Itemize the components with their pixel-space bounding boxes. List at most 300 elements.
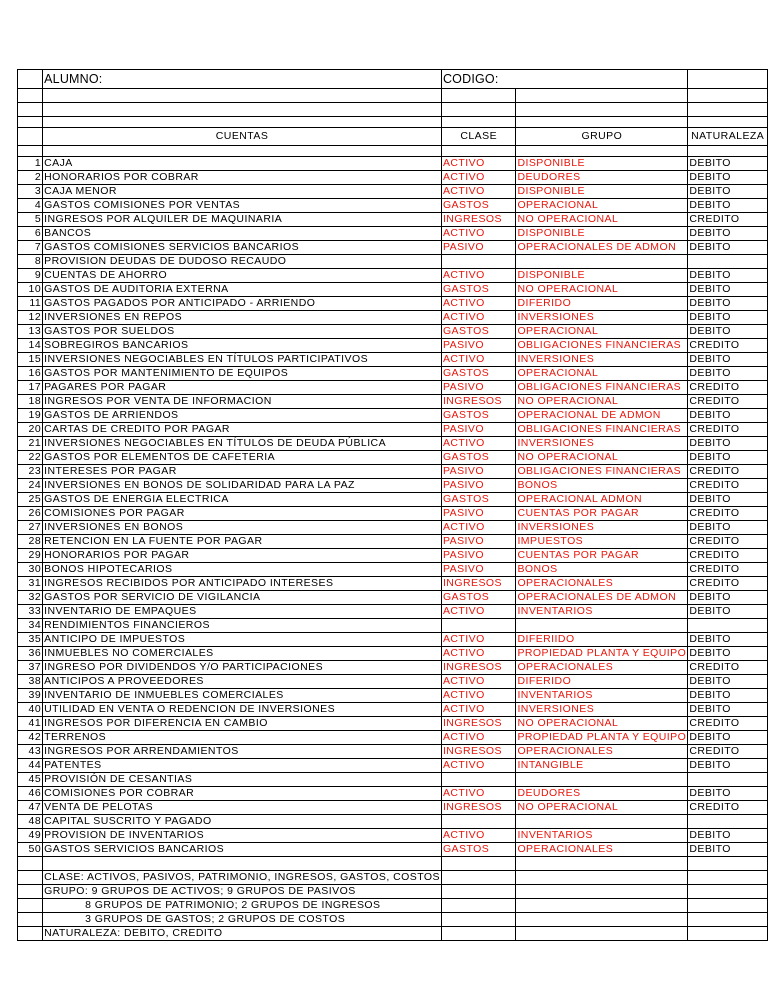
row-number[interactable]: 23 bbox=[18, 465, 43, 479]
clase-cell[interactable]: ACTIVO bbox=[441, 633, 516, 647]
row-number[interactable]: 34 bbox=[18, 619, 43, 633]
row-number[interactable]: 18 bbox=[18, 395, 43, 409]
naturaleza-cell[interactable]: DEBITO bbox=[688, 353, 768, 367]
cuenta-cell[interactable]: GASTOS DE ARRIENDOS bbox=[43, 409, 442, 423]
grupo-cell[interactable]: INVENTARIOS bbox=[516, 689, 688, 703]
cuenta-cell[interactable]: TERRENOS bbox=[43, 731, 442, 745]
naturaleza-cell[interactable]: CREDITO bbox=[688, 717, 768, 731]
cuenta-cell[interactable]: CUENTAS DE AHORRO bbox=[43, 269, 442, 283]
cuenta-cell[interactable]: RENDIMIENTOS FINANCIEROS bbox=[43, 619, 442, 633]
naturaleza-cell[interactable]: DEBITO bbox=[688, 157, 768, 171]
grupo-cell[interactable]: INVENTARIOS bbox=[516, 605, 688, 619]
clase-cell[interactable]: ACTIVO bbox=[441, 437, 516, 451]
naturaleza-cell[interactable]: DEBITO bbox=[688, 241, 768, 255]
clase-cell[interactable]: INGRESOS bbox=[441, 395, 516, 409]
naturaleza-cell[interactable]: DEBITO bbox=[688, 325, 768, 339]
grupo-cell[interactable] bbox=[516, 255, 688, 269]
clase-cell[interactable]: ACTIVO bbox=[441, 787, 516, 801]
naturaleza-cell[interactable]: DEBITO bbox=[688, 647, 768, 661]
row-number[interactable]: 35 bbox=[18, 633, 43, 647]
grupo-cell[interactable]: DISPONIBLE bbox=[516, 227, 688, 241]
cuenta-cell[interactable]: COMISIONES POR COBRAR bbox=[43, 787, 442, 801]
clase-cell[interactable]: ACTIVO bbox=[441, 703, 516, 717]
row-number[interactable]: 30 bbox=[18, 563, 43, 577]
cuenta-cell[interactable]: GASTOS COMISIONES SERVICIOS BANCARIOS bbox=[43, 241, 442, 255]
row-number[interactable]: 36 bbox=[18, 647, 43, 661]
clase-cell[interactable]: ACTIVO bbox=[441, 521, 516, 535]
naturaleza-cell[interactable]: DEBITO bbox=[688, 759, 768, 773]
row-number[interactable]: 48 bbox=[18, 815, 43, 829]
grupo-cell[interactable]: PROPIEDAD PLANTA Y EQUIPO bbox=[517, 647, 687, 659]
clase-cell[interactable]: ACTIVO bbox=[441, 185, 516, 199]
row-number[interactable]: 1 bbox=[18, 157, 43, 171]
cell[interactable] bbox=[688, 117, 768, 128]
cell[interactable] bbox=[516, 871, 688, 885]
row-number[interactable]: 47 bbox=[18, 801, 43, 815]
row-number[interactable]: 6 bbox=[18, 227, 43, 241]
codigo-value-cell[interactable] bbox=[688, 70, 768, 89]
cell[interactable] bbox=[18, 927, 43, 941]
cell[interactable] bbox=[688, 146, 768, 157]
cell[interactable] bbox=[516, 899, 688, 913]
row-number[interactable]: 45 bbox=[18, 773, 43, 787]
row-number[interactable]: 16 bbox=[18, 367, 43, 381]
row-number[interactable]: 32 bbox=[18, 591, 43, 605]
grupo-cell[interactable]: OPERACIONAL bbox=[516, 367, 688, 381]
grupo-cell[interactable]: OPERACIONALES DE ADMON bbox=[516, 591, 688, 605]
cell[interactable] bbox=[43, 146, 442, 157]
cell[interactable] bbox=[516, 89, 688, 103]
cuenta-cell[interactable]: INGRESOS POR DIFERENCIA EN CAMBIO bbox=[43, 717, 442, 731]
row-number[interactable]: 5 bbox=[18, 213, 43, 227]
naturaleza-cell[interactable]: DEBITO bbox=[688, 493, 768, 507]
grupo-cell[interactable]: CUENTAS POR PAGAR bbox=[516, 549, 688, 563]
row-number[interactable]: 33 bbox=[18, 605, 43, 619]
cell[interactable] bbox=[18, 89, 43, 103]
grupo-cell[interactable]: INVERSIONES bbox=[516, 353, 688, 367]
clase-cell[interactable]: ACTIVO bbox=[441, 605, 516, 619]
cuenta-cell[interactable]: PROVISION DEUDAS DE DUDOSO RECAUDO bbox=[43, 255, 442, 269]
row-number[interactable]: 41 bbox=[18, 717, 43, 731]
cell[interactable] bbox=[18, 70, 43, 89]
row-number[interactable]: 21 bbox=[18, 437, 43, 451]
naturaleza-cell[interactable]: CREDITO bbox=[688, 745, 768, 759]
cell[interactable] bbox=[441, 857, 516, 871]
clase-cell[interactable]: ACTIVO bbox=[441, 227, 516, 241]
row-number[interactable]: 13 bbox=[18, 325, 43, 339]
clase-cell[interactable] bbox=[441, 255, 516, 269]
clase-cell[interactable]: INGRESOS bbox=[441, 577, 516, 591]
row-number[interactable]: 43 bbox=[18, 745, 43, 759]
clase-cell[interactable]: ACTIVO bbox=[441, 269, 516, 283]
naturaleza-cell[interactable]: DEBITO bbox=[688, 787, 768, 801]
clase-cell[interactable]: GASTOS bbox=[441, 367, 516, 381]
naturaleza-cell[interactable]: DEBITO bbox=[688, 437, 768, 451]
row-number[interactable]: 20 bbox=[18, 423, 43, 437]
cuenta-cell[interactable]: INTERESES POR PAGAR bbox=[43, 465, 442, 479]
cuenta-cell[interactable]: INGRESOS POR ALQUILER DE MAQUINARIA bbox=[43, 213, 442, 227]
row-number[interactable]: 11 bbox=[18, 297, 43, 311]
row-number[interactable]: 3 bbox=[18, 185, 43, 199]
grupo-cell[interactable]: INVERSIONES bbox=[516, 311, 688, 325]
clase-cell[interactable]: ACTIVO bbox=[441, 759, 516, 773]
clase-cell[interactable]: ACTIVO bbox=[441, 647, 516, 661]
cuenta-cell[interactable]: COMISIONES POR PAGAR bbox=[43, 507, 442, 521]
cell[interactable] bbox=[688, 913, 768, 927]
naturaleza-cell[interactable]: CREDITO bbox=[688, 535, 768, 549]
naturaleza-cell[interactable]: DEBITO bbox=[688, 311, 768, 325]
naturaleza-cell[interactable]: CREDITO bbox=[688, 395, 768, 409]
grupo-cell[interactable]: DISPONIBLE bbox=[516, 157, 688, 171]
naturaleza-cell[interactable]: DEBITO bbox=[688, 605, 768, 619]
grupo-cell[interactable]: DISPONIBLE bbox=[516, 269, 688, 283]
naturaleza-cell[interactable]: CREDITO bbox=[688, 339, 768, 353]
naturaleza-cell[interactable]: DEBITO bbox=[688, 675, 768, 689]
cuenta-cell[interactable]: GASTOS SERVICIOS BANCARIOS bbox=[43, 843, 442, 857]
row-number[interactable]: 31 bbox=[18, 577, 43, 591]
naturaleza-cell[interactable]: DEBITO bbox=[688, 843, 768, 857]
cell[interactable] bbox=[516, 117, 688, 128]
grupo-cell[interactable]: OPERACIONALES bbox=[516, 745, 688, 759]
row-number[interactable]: 26 bbox=[18, 507, 43, 521]
grupo-cell[interactable]: OPERACIONAL ADMON bbox=[516, 493, 688, 507]
cell[interactable] bbox=[516, 885, 688, 899]
clase-cell[interactable]: INGRESOS bbox=[441, 661, 516, 675]
row-number[interactable]: 40 bbox=[18, 703, 43, 717]
cuenta-cell[interactable]: BANCOS bbox=[43, 227, 442, 241]
naturaleza-cell[interactable]: CREDITO bbox=[688, 661, 768, 675]
clase-cell[interactable]: ACTIVO bbox=[441, 689, 516, 703]
cell[interactable] bbox=[441, 871, 516, 885]
grupo-cell[interactable]: OBLIGACIONES FINANCIERAS bbox=[516, 423, 688, 437]
naturaleza-cell[interactable]: CREDITO bbox=[688, 465, 768, 479]
cuenta-cell[interactable]: INMUEBLES NO COMERCIALES bbox=[43, 647, 442, 661]
cell[interactable] bbox=[441, 885, 516, 899]
grupo-cell[interactable]: INVERSIONES bbox=[516, 703, 688, 717]
grupo-cell[interactable]: IMPUESTOS bbox=[516, 535, 688, 549]
row-number[interactable]: 44 bbox=[18, 759, 43, 773]
cuenta-cell[interactable]: CARTAS DE CREDITO POR PAGAR bbox=[43, 423, 442, 437]
row-number[interactable]: 37 bbox=[18, 661, 43, 675]
clase-cell[interactable]: GASTOS bbox=[441, 325, 516, 339]
naturaleza-cell[interactable]: DEBITO bbox=[688, 297, 768, 311]
cell[interactable] bbox=[18, 146, 43, 157]
row-number[interactable]: 9 bbox=[18, 269, 43, 283]
naturaleza-cell[interactable]: CREDITO bbox=[688, 479, 768, 493]
cuenta-cell[interactable]: GASTOS POR SERVICIO DE VIGILANCIA bbox=[43, 591, 442, 605]
cell[interactable] bbox=[688, 927, 768, 941]
cuenta-cell[interactable]: INVENTARIO DE EMPAQUES bbox=[43, 605, 442, 619]
cuenta-cell[interactable]: INVERSIONES EN REPOS bbox=[43, 311, 442, 325]
cell[interactable] bbox=[441, 117, 516, 128]
naturaleza-cell[interactable]: CREDITO bbox=[688, 213, 768, 227]
column-header-naturaleza: NATURALEZA bbox=[688, 128, 768, 146]
cell[interactable] bbox=[688, 871, 768, 885]
clase-cell[interactable]: PASIVO bbox=[441, 549, 516, 563]
clase-cell[interactable]: INGRESOS bbox=[441, 745, 516, 759]
cuenta-cell[interactable]: GASTOS POR SUELDOS bbox=[43, 325, 442, 339]
naturaleza-cell[interactable]: DEBITO bbox=[688, 283, 768, 297]
row-number[interactable]: 10 bbox=[18, 283, 43, 297]
cell[interactable] bbox=[441, 89, 516, 103]
naturaleza-cell[interactable]: CREDITO bbox=[688, 423, 768, 437]
grupo-cell[interactable]: OPERACIONALES bbox=[516, 661, 688, 675]
naturaleza-cell[interactable]: DEBITO bbox=[688, 703, 768, 717]
grupo-cell[interactable]: NO OPERACIONAL bbox=[516, 451, 688, 465]
grupo-cell[interactable]: DIFERIIDO bbox=[516, 633, 688, 647]
cell[interactable] bbox=[18, 899, 43, 913]
naturaleza-cell[interactable] bbox=[688, 815, 768, 829]
clase-cell[interactable]: PASIVO bbox=[441, 423, 516, 437]
cell[interactable] bbox=[18, 913, 43, 927]
grupo-cell[interactable]: INVERSIONES bbox=[516, 437, 688, 451]
grupo-cell[interactable]: OPERACIONAL bbox=[516, 325, 688, 339]
row-number[interactable]: 24 bbox=[18, 479, 43, 493]
naturaleza-cell[interactable]: DEBITO bbox=[688, 689, 768, 703]
clase-cell[interactable] bbox=[441, 619, 516, 633]
grupo-cell[interactable]: PROPIEDAD PLANTA Y EQUIPO bbox=[517, 731, 687, 743]
naturaleza-cell[interactable]: DEBITO bbox=[688, 199, 768, 213]
grupo-cell[interactable]: OBLIGACIONES FINANCIERAS bbox=[516, 381, 688, 395]
cuenta-cell[interactable]: GASTOS POR ELEMENTOS DE CAFETERIA bbox=[43, 451, 442, 465]
clase-cell[interactable]: ACTIVO bbox=[441, 675, 516, 689]
clase-cell[interactable]: GASTOS bbox=[441, 199, 516, 213]
cuenta-cell[interactable]: INVERSIONES NEGOCIABLES EN TÍTULOS PARTICIPATIVOS bbox=[43, 353, 442, 367]
clase-cell[interactable] bbox=[441, 815, 516, 829]
cell[interactable] bbox=[43, 103, 442, 117]
row-number[interactable]: 28 bbox=[18, 535, 43, 549]
cuenta-cell[interactable]: GASTOS DE AUDITORIA EXTERNA bbox=[43, 283, 442, 297]
cuenta-cell[interactable]: VENTA DE PELOTAS bbox=[43, 801, 442, 815]
cuenta-cell[interactable]: INGRESO POR DIVIDENDOS Y/O PARTICIPACIONES bbox=[43, 661, 442, 675]
grupo-cell[interactable]: NO OPERACIONAL bbox=[516, 717, 688, 731]
grupo-cell[interactable]: DEUDORES bbox=[516, 787, 688, 801]
grupo-cell[interactable]: NO OPERACIONAL bbox=[516, 395, 688, 409]
row-number[interactable]: 27 bbox=[18, 521, 43, 535]
clase-cell[interactable]: PASIVO bbox=[441, 479, 516, 493]
cell[interactable] bbox=[43, 857, 442, 871]
row-number[interactable]: 4 bbox=[18, 199, 43, 213]
row-number[interactable]: 25 bbox=[18, 493, 43, 507]
row-number[interactable]: 46 bbox=[18, 787, 43, 801]
grupo-cell[interactable]: CUENTAS POR PAGAR bbox=[516, 507, 688, 521]
row-number[interactable]: 12 bbox=[18, 311, 43, 325]
clase-cell[interactable]: ACTIVO bbox=[441, 353, 516, 367]
cuenta-cell[interactable]: BONOS HIPOTECARIOS bbox=[43, 563, 442, 577]
grupo-cell[interactable] bbox=[516, 773, 688, 787]
row-number[interactable]: 7 bbox=[18, 241, 43, 255]
cuenta-cell[interactable]: PATENTES bbox=[43, 759, 442, 773]
grupo-cell[interactable]: DISPONIBLE bbox=[516, 185, 688, 199]
naturaleza-cell[interactable]: DEBITO bbox=[688, 521, 768, 535]
cuenta-cell[interactable]: INGRESOS POR VENTA DE INFORMACION bbox=[43, 395, 442, 409]
cuenta-cell[interactable]: PROVISIÓN DE CESANTIAS bbox=[43, 773, 442, 787]
row-number[interactable]: 14 bbox=[18, 339, 43, 353]
clase-cell[interactable]: GASTOS bbox=[441, 843, 516, 857]
cuenta-cell[interactable]: GASTOS DE ENERGIA ELECTRICA bbox=[43, 493, 442, 507]
cuenta-cell[interactable]: RETENCION EN LA FUENTE POR PAGAR bbox=[43, 535, 442, 549]
grupo-cell[interactable]: BONOS bbox=[516, 563, 688, 577]
naturaleza-cell[interactable]: DEBITO bbox=[688, 829, 768, 843]
grupo-cell[interactable]: OPERACIONAL bbox=[516, 199, 688, 213]
clase-cell[interactable]: ACTIVO bbox=[441, 171, 516, 185]
naturaleza-cell[interactable] bbox=[688, 255, 768, 269]
cell[interactable] bbox=[43, 117, 442, 128]
row-number[interactable]: 19 bbox=[18, 409, 43, 423]
clase-cell[interactable]: INGRESOS bbox=[441, 213, 516, 227]
cell[interactable] bbox=[441, 927, 516, 941]
naturaleza-cell[interactable]: CREDITO bbox=[688, 507, 768, 521]
naturaleza-cell[interactable]: DEBITO bbox=[688, 633, 768, 647]
cuenta-cell[interactable]: INGRESOS POR ARRENDAMIENTOS bbox=[43, 745, 442, 759]
row-number[interactable]: 2 bbox=[18, 171, 43, 185]
cuenta-cell[interactable]: GASTOS COMISIONES POR VENTAS bbox=[43, 199, 442, 213]
naturaleza-cell[interactable]: DEBITO bbox=[688, 451, 768, 465]
cell[interactable] bbox=[516, 146, 688, 157]
cell[interactable] bbox=[43, 89, 442, 103]
naturaleza-cell[interactable]: DEBITO bbox=[688, 227, 768, 241]
naturaleza-cell[interactable]: DEBITO bbox=[688, 591, 768, 605]
clase-cell[interactable] bbox=[441, 773, 516, 787]
grupo-cell[interactable]: OPERACIONALES bbox=[516, 843, 688, 857]
clase-cell[interactable]: PASIVO bbox=[441, 563, 516, 577]
naturaleza-cell[interactable] bbox=[688, 619, 768, 633]
naturaleza-cell[interactable]: DEBITO bbox=[688, 731, 768, 745]
grupo-cell[interactable]: OPERACIONAL DE ADMON bbox=[516, 409, 688, 423]
cell[interactable] bbox=[516, 927, 688, 941]
row-number[interactable]: 15 bbox=[18, 353, 43, 367]
cuenta-cell[interactable]: CAJA MENOR bbox=[43, 185, 442, 199]
cell[interactable] bbox=[516, 103, 688, 117]
cuenta-cell[interactable]: INVERSIONES EN BONOS DE SOLIDARIDAD PARA LA PAZ bbox=[43, 479, 442, 493]
clase-cell[interactable]: ACTIVO bbox=[441, 829, 516, 843]
cell[interactable] bbox=[516, 913, 688, 927]
clase-cell[interactable]: PASIVO bbox=[441, 381, 516, 395]
grupo-cell[interactable]: NO OPERACIONAL bbox=[516, 283, 688, 297]
grupo-cell[interactable]: OBLIGACIONES FINANCIERAS bbox=[516, 339, 688, 353]
cell[interactable] bbox=[516, 857, 688, 871]
grupo-cell[interactable] bbox=[516, 619, 688, 633]
cuenta-cell[interactable]: GASTOS PAGADOS POR ANTICIPADO - ARRIENDO bbox=[43, 297, 442, 311]
row-number[interactable]: 17 bbox=[18, 381, 43, 395]
cell[interactable] bbox=[18, 117, 43, 128]
naturaleza-cell[interactable]: CREDITO bbox=[688, 381, 768, 395]
clase-cell[interactable]: ACTIVO bbox=[441, 311, 516, 325]
row-number[interactable]: 29 bbox=[18, 549, 43, 563]
naturaleza-cell[interactable]: CREDITO bbox=[688, 563, 768, 577]
cuenta-cell[interactable]: INVERSIONES NEGOCIABLES EN TÍTULOS DE DEUDA PÚBLICA bbox=[43, 437, 442, 451]
cuenta-cell[interactable]: HONORARIOS POR COBRAR bbox=[43, 171, 442, 185]
naturaleza-cell[interactable] bbox=[688, 773, 768, 787]
cell[interactable] bbox=[441, 146, 516, 157]
naturaleza-cell[interactable]: DEBITO bbox=[688, 269, 768, 283]
cell[interactable] bbox=[441, 103, 516, 117]
cell[interactable] bbox=[18, 857, 43, 871]
cuenta-cell[interactable]: HONORARIOS POR PAGAR bbox=[43, 549, 442, 563]
row-number[interactable]: 49 bbox=[18, 829, 43, 843]
clase-cell[interactable]: GASTOS bbox=[441, 409, 516, 423]
row-number[interactable]: 39 bbox=[18, 689, 43, 703]
naturaleza-cell[interactable]: CREDITO bbox=[688, 577, 768, 591]
grupo-cell[interactable]: DIFERIDO bbox=[516, 297, 688, 311]
naturaleza-cell[interactable]: DEBITO bbox=[688, 367, 768, 381]
grupo-cell[interactable]: INVENTARIOS bbox=[516, 829, 688, 843]
grupo-cell[interactable] bbox=[516, 815, 688, 829]
grupo-cell[interactable]: DIFERIDO bbox=[516, 675, 688, 689]
cuenta-cell[interactable]: PAGARES POR PAGAR bbox=[43, 381, 442, 395]
clase-cell[interactable]: GASTOS bbox=[441, 591, 516, 605]
clase-cell[interactable]: GASTOS bbox=[441, 451, 516, 465]
clase-cell[interactable]: ACTIVO bbox=[441, 731, 516, 745]
cuenta-cell[interactable]: CAPITAL SUSCRITO Y PAGADO bbox=[43, 815, 442, 829]
naturaleza-cell[interactable]: CREDITO bbox=[688, 549, 768, 563]
clase-cell[interactable]: ACTIVO bbox=[441, 297, 516, 311]
cuenta-cell[interactable]: CAJA bbox=[43, 157, 442, 171]
clase-cell[interactable]: INGRESOS bbox=[441, 801, 516, 815]
grupo-cell[interactable]: INTANGIBLE bbox=[516, 759, 688, 773]
row-number[interactable]: 8 bbox=[18, 255, 43, 269]
grupo-cell[interactable]: OBLIGACIONES FINANCIERAS bbox=[516, 465, 688, 479]
cuenta-cell[interactable]: INGRESOS RECIBIDOS POR ANTICIPADO INTERESES bbox=[43, 577, 442, 591]
row-number[interactable]: 42 bbox=[18, 731, 43, 745]
cell[interactable] bbox=[688, 103, 768, 117]
grupo-cell[interactable]: NO OPERACIONAL bbox=[516, 801, 688, 815]
cell[interactable] bbox=[18, 885, 43, 899]
grupo-cell[interactable]: OPERACIONALES DE ADMON bbox=[516, 241, 688, 255]
clase-cell[interactable]: PASIVO bbox=[441, 241, 516, 255]
row-number[interactable]: 50 bbox=[18, 843, 43, 857]
clase-cell[interactable]: PASIVO bbox=[441, 465, 516, 479]
clase-cell[interactable]: PASIVO bbox=[441, 535, 516, 549]
grupo-cell[interactable]: NO OPERACIONAL bbox=[516, 213, 688, 227]
clase-cell[interactable]: GASTOS bbox=[441, 493, 516, 507]
naturaleza-cell[interactable]: DEBITO bbox=[688, 185, 768, 199]
row-number[interactable]: 22 bbox=[18, 451, 43, 465]
cuenta-cell[interactable]: ANTICIPO DE IMPUESTOS bbox=[43, 633, 442, 647]
cuenta-cell[interactable]: INVENTARIO DE INMUEBLES COMERCIALES bbox=[43, 689, 442, 703]
grupo-cell[interactable]: INVERSIONES bbox=[516, 521, 688, 535]
cuenta-cell[interactable]: GASTOS POR MANTENIMIENTO DE EQUIPOS bbox=[43, 367, 442, 381]
naturaleza-cell[interactable]: DEBITO bbox=[688, 171, 768, 185]
cell[interactable] bbox=[18, 128, 43, 146]
cell[interactable] bbox=[18, 103, 43, 117]
cell[interactable] bbox=[688, 89, 768, 103]
cell[interactable] bbox=[18, 871, 43, 885]
grupo-cell[interactable]: DEUDORES bbox=[516, 171, 688, 185]
cell[interactable] bbox=[688, 885, 768, 899]
grupo-cell[interactable]: OPERACIONALES bbox=[516, 577, 688, 591]
naturaleza-cell[interactable]: DEBITO bbox=[688, 409, 768, 423]
cuenta-cell[interactable]: UTILIDAD EN VENTA O REDENCION DE INVERSIONES bbox=[43, 703, 442, 717]
row-number[interactable]: 38 bbox=[18, 675, 43, 689]
cell[interactable] bbox=[441, 899, 516, 913]
cell[interactable] bbox=[441, 913, 516, 927]
naturaleza-cell[interactable]: CREDITO bbox=[688, 801, 768, 815]
cell[interactable] bbox=[688, 899, 768, 913]
clase-cell[interactable]: PASIVO bbox=[441, 507, 516, 521]
grupo-cell[interactable]: BONOS bbox=[516, 479, 688, 493]
cuenta-cell[interactable]: ANTICIPOS A PROVEEDORES bbox=[43, 675, 442, 689]
clase-cell[interactable]: ACTIVO bbox=[441, 157, 516, 171]
clase-cell[interactable]: GASTOS bbox=[441, 283, 516, 297]
blank-row bbox=[18, 103, 768, 117]
cuenta-cell[interactable]: SOBREGIROS BANCARIOS bbox=[43, 339, 442, 353]
cuenta-cell[interactable]: INVERSIONES EN BONOS bbox=[43, 521, 442, 535]
clase-cell[interactable]: PASIVO bbox=[441, 339, 516, 353]
cuenta-cell[interactable]: PROVISION DE INVENTARIOS bbox=[43, 829, 442, 843]
cell[interactable] bbox=[688, 857, 768, 871]
clase-cell[interactable]: INGRESOS bbox=[441, 717, 516, 731]
